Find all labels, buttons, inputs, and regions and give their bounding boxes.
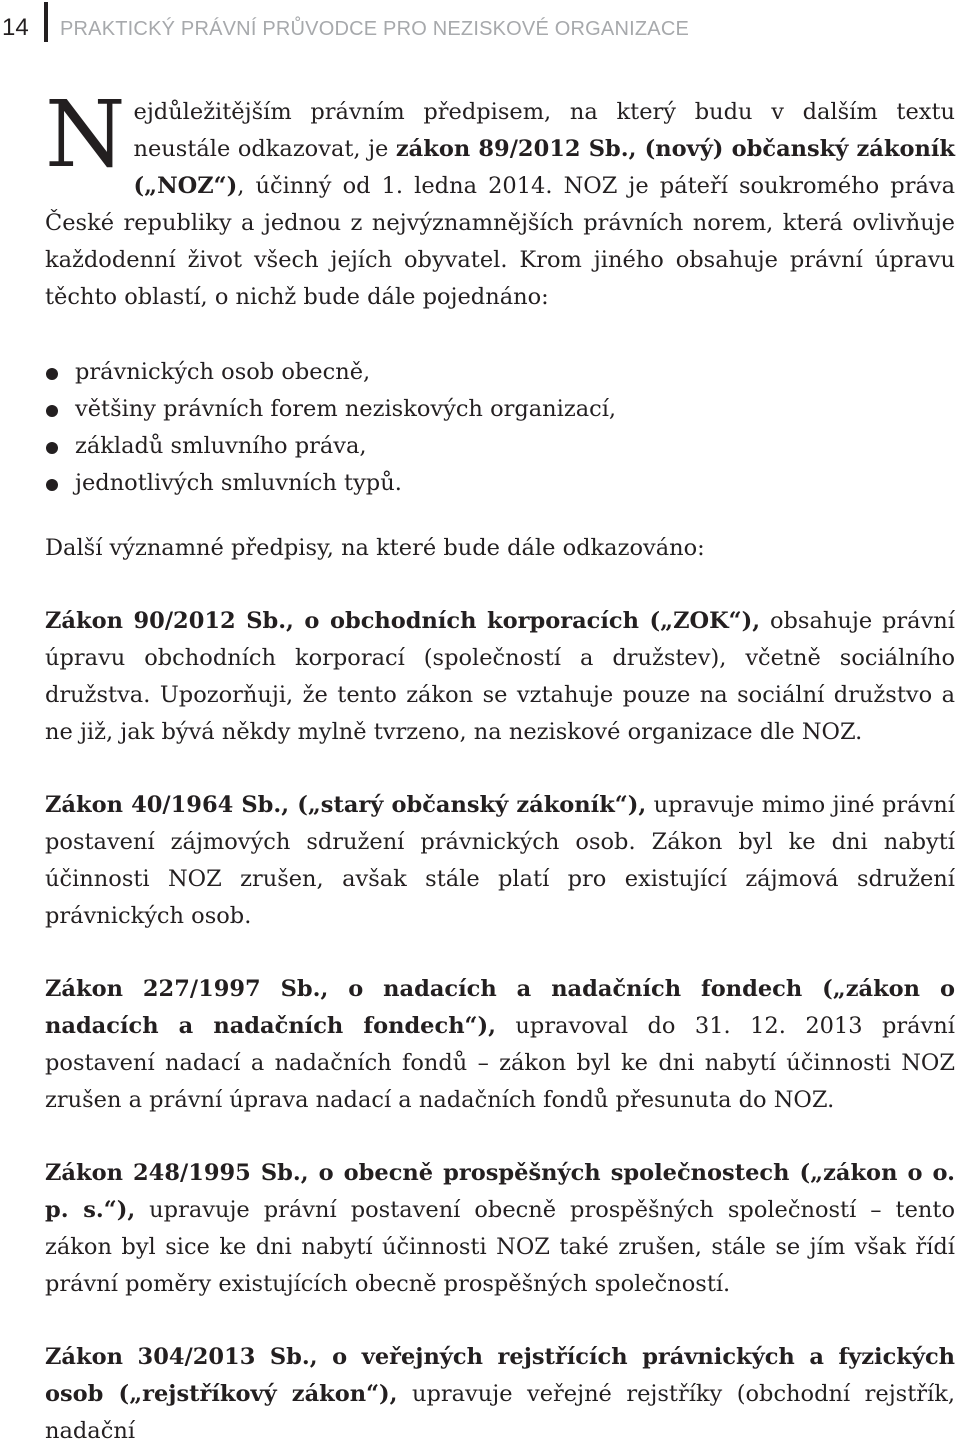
list-item: většiny právních forem neziskových organizací,: [45, 391, 955, 428]
law-paragraph: [45, 1155, 955, 1303]
law-title: Zákon 304/2013 Sb., o veřejných rejstřících právnických a fyzických osob („rejstříkový zákon“),: [45, 1344, 955, 1407]
list-item: základů smluvního práva,: [45, 428, 955, 465]
bullet-icon: [46, 405, 58, 417]
law-text: upravuje veřejné rejstříky (obchodní rejstřík, nadační: [45, 1381, 955, 1444]
bullet-icon: [46, 479, 58, 491]
bullet-list: [45, 354, 955, 502]
law-text: obsahuje právní úpravu obchodních korporací (společností a družstev), včetně sociálního družstva. Upozorňuji, že tento zákon se vztahuje pouze na sociální družstvo a ne již, jak bývá někdy mylně tvrzeno, na neziskové organizace dle NOZ.: [45, 608, 955, 745]
page-header: [0, 0, 960, 60]
drop-cap: N: [45, 81, 126, 188]
law-text: upravoval do 31. 12. 2013 právní postavení nadací a nadačních fondů – zákon byl ke dni nabytí účinnosti NOZ zrušen a právní úprava nadací a nadačních fondů přesunuta do NOZ.: [45, 1013, 955, 1113]
law-paragraph: [45, 1339, 955, 1450]
list-item: právnických osob obecně,: [45, 354, 955, 391]
bullet-icon: [46, 442, 58, 454]
header-divider: [44, 2, 48, 42]
list-item: jednotlivých smluvních typů.: [45, 465, 955, 502]
page-body: [45, 81, 955, 1450]
intro-text-2: , účinný od 1. ledna 2014. NOZ je páteří soukromého práva České republiky a jednou z nejvýznamnějších právních norem, která ovlivňuje každodenní život všech jejích obyvatel. Krom jiného obsahuje právní úpravu těchto oblastí, o nichž bude dále pojednáno:: [45, 173, 955, 310]
intro-bold-law: zákon 89/2012 Sb., (nový) občanský zákoník („NOZ“): [133, 136, 955, 199]
lead-paragraph: Další významné předpisy, na které bude dále odkazováno:: [45, 535, 705, 561]
law-title: Zákon 90/2012 Sb., o obchodních korporacích („ZOK“),: [45, 608, 761, 634]
law-paragraph: [45, 603, 955, 751]
law-paragraph: [45, 971, 955, 1119]
law-title: Zákon 248/1995 Sb., o obecně prospěšných společnostech („zákon o o. p. s.“),: [45, 1160, 955, 1223]
law-paragraph: [45, 787, 955, 935]
law-text: upravuje právní postavení obecně prospěšných společností – tento zákon byl sice ke dni nabytí účinnosti NOZ také zrušen, stále se jím však řídí právní poměry existujících obecně prospěšných společností.: [45, 1197, 955, 1297]
bullet-icon: [46, 368, 58, 380]
law-title: Zákon 40/1964 Sb., („starý občanský zákoník“),: [45, 792, 647, 818]
law-title: Zákon 227/1997 Sb., o nadacích a nadačních fondech („zákon o nadacích a nadačních fondech“),: [45, 976, 955, 1039]
running-title: PRAKTICKÝ PRÁVNÍ PRŮVODCE PRO NEZISKOVÉ ORGANIZACE: [60, 18, 690, 40]
intro-text-1: ejdůležitějším právním předpisem, na který budu v dalším textu neustále odkazovat, je: [133, 99, 955, 162]
intro-paragraph: [45, 81, 955, 316]
page-number: 14: [2, 14, 29, 41]
law-text: upravuje mimo jiné právní postavení zájmových sdružení právnických osob. Zákon byl ke dni nabytí účinnosti NOZ zrušen, avšak stále platí pro existující zájmová sdružení právnických osob.: [45, 792, 955, 929]
